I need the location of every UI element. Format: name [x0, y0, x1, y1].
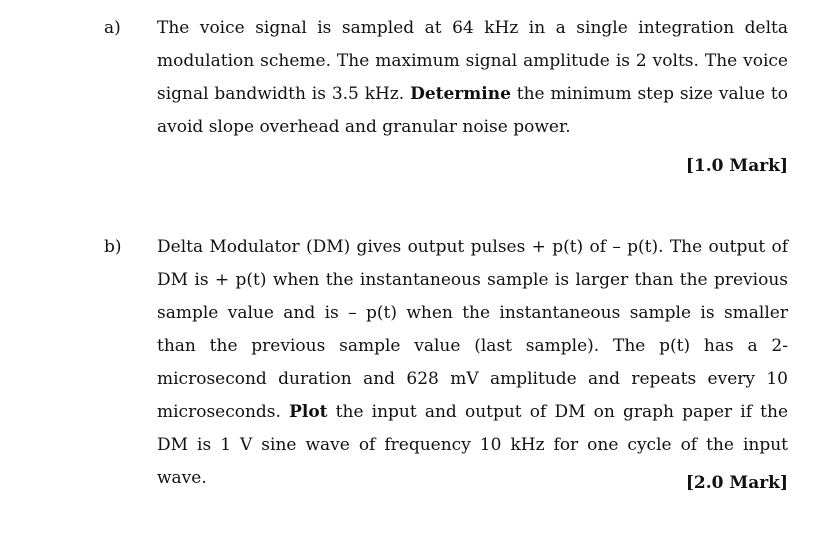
question-text [157, 12, 788, 144]
question-text [157, 231, 788, 495]
mark-allocation: [1.0 Mark] [685, 156, 788, 176]
question-label: a) [104, 18, 121, 38]
question-text-part: The voice signal is sampled at 64 kHz in a single integration delta modulation scheme. The maximum signal amplitude is 2 volts. The voice signal bandwidth is 3.5 kHz. [157, 18, 788, 104]
question-keyword: Plot [289, 402, 328, 422]
question-text-part: Delta Modulator (DM) gives output pulses + p(t) of – p(t). The output of DM is + p(t) when the instantaneous sample is larger than the previous sample value and is – p(t) when the instantaneous sample is smaller than the previous sample value (last sample). The p(t) has a 2-microsecond duration and 628 mV amplitude and repeats every 10 microseconds. [157, 237, 788, 422]
question-label: b) [104, 237, 122, 257]
mark-allocation: [2.0 Mark] [685, 473, 788, 493]
question-keyword: Determine [410, 84, 511, 104]
question-text-part: the input and output of DM on graph paper if the DM is 1 V sine wave of frequency 10 kHz for one cycle of the input wave. [157, 402, 789, 488]
question-text-part: the minimum step size value to avoid slope overhead and granular noise power. [157, 84, 788, 137]
